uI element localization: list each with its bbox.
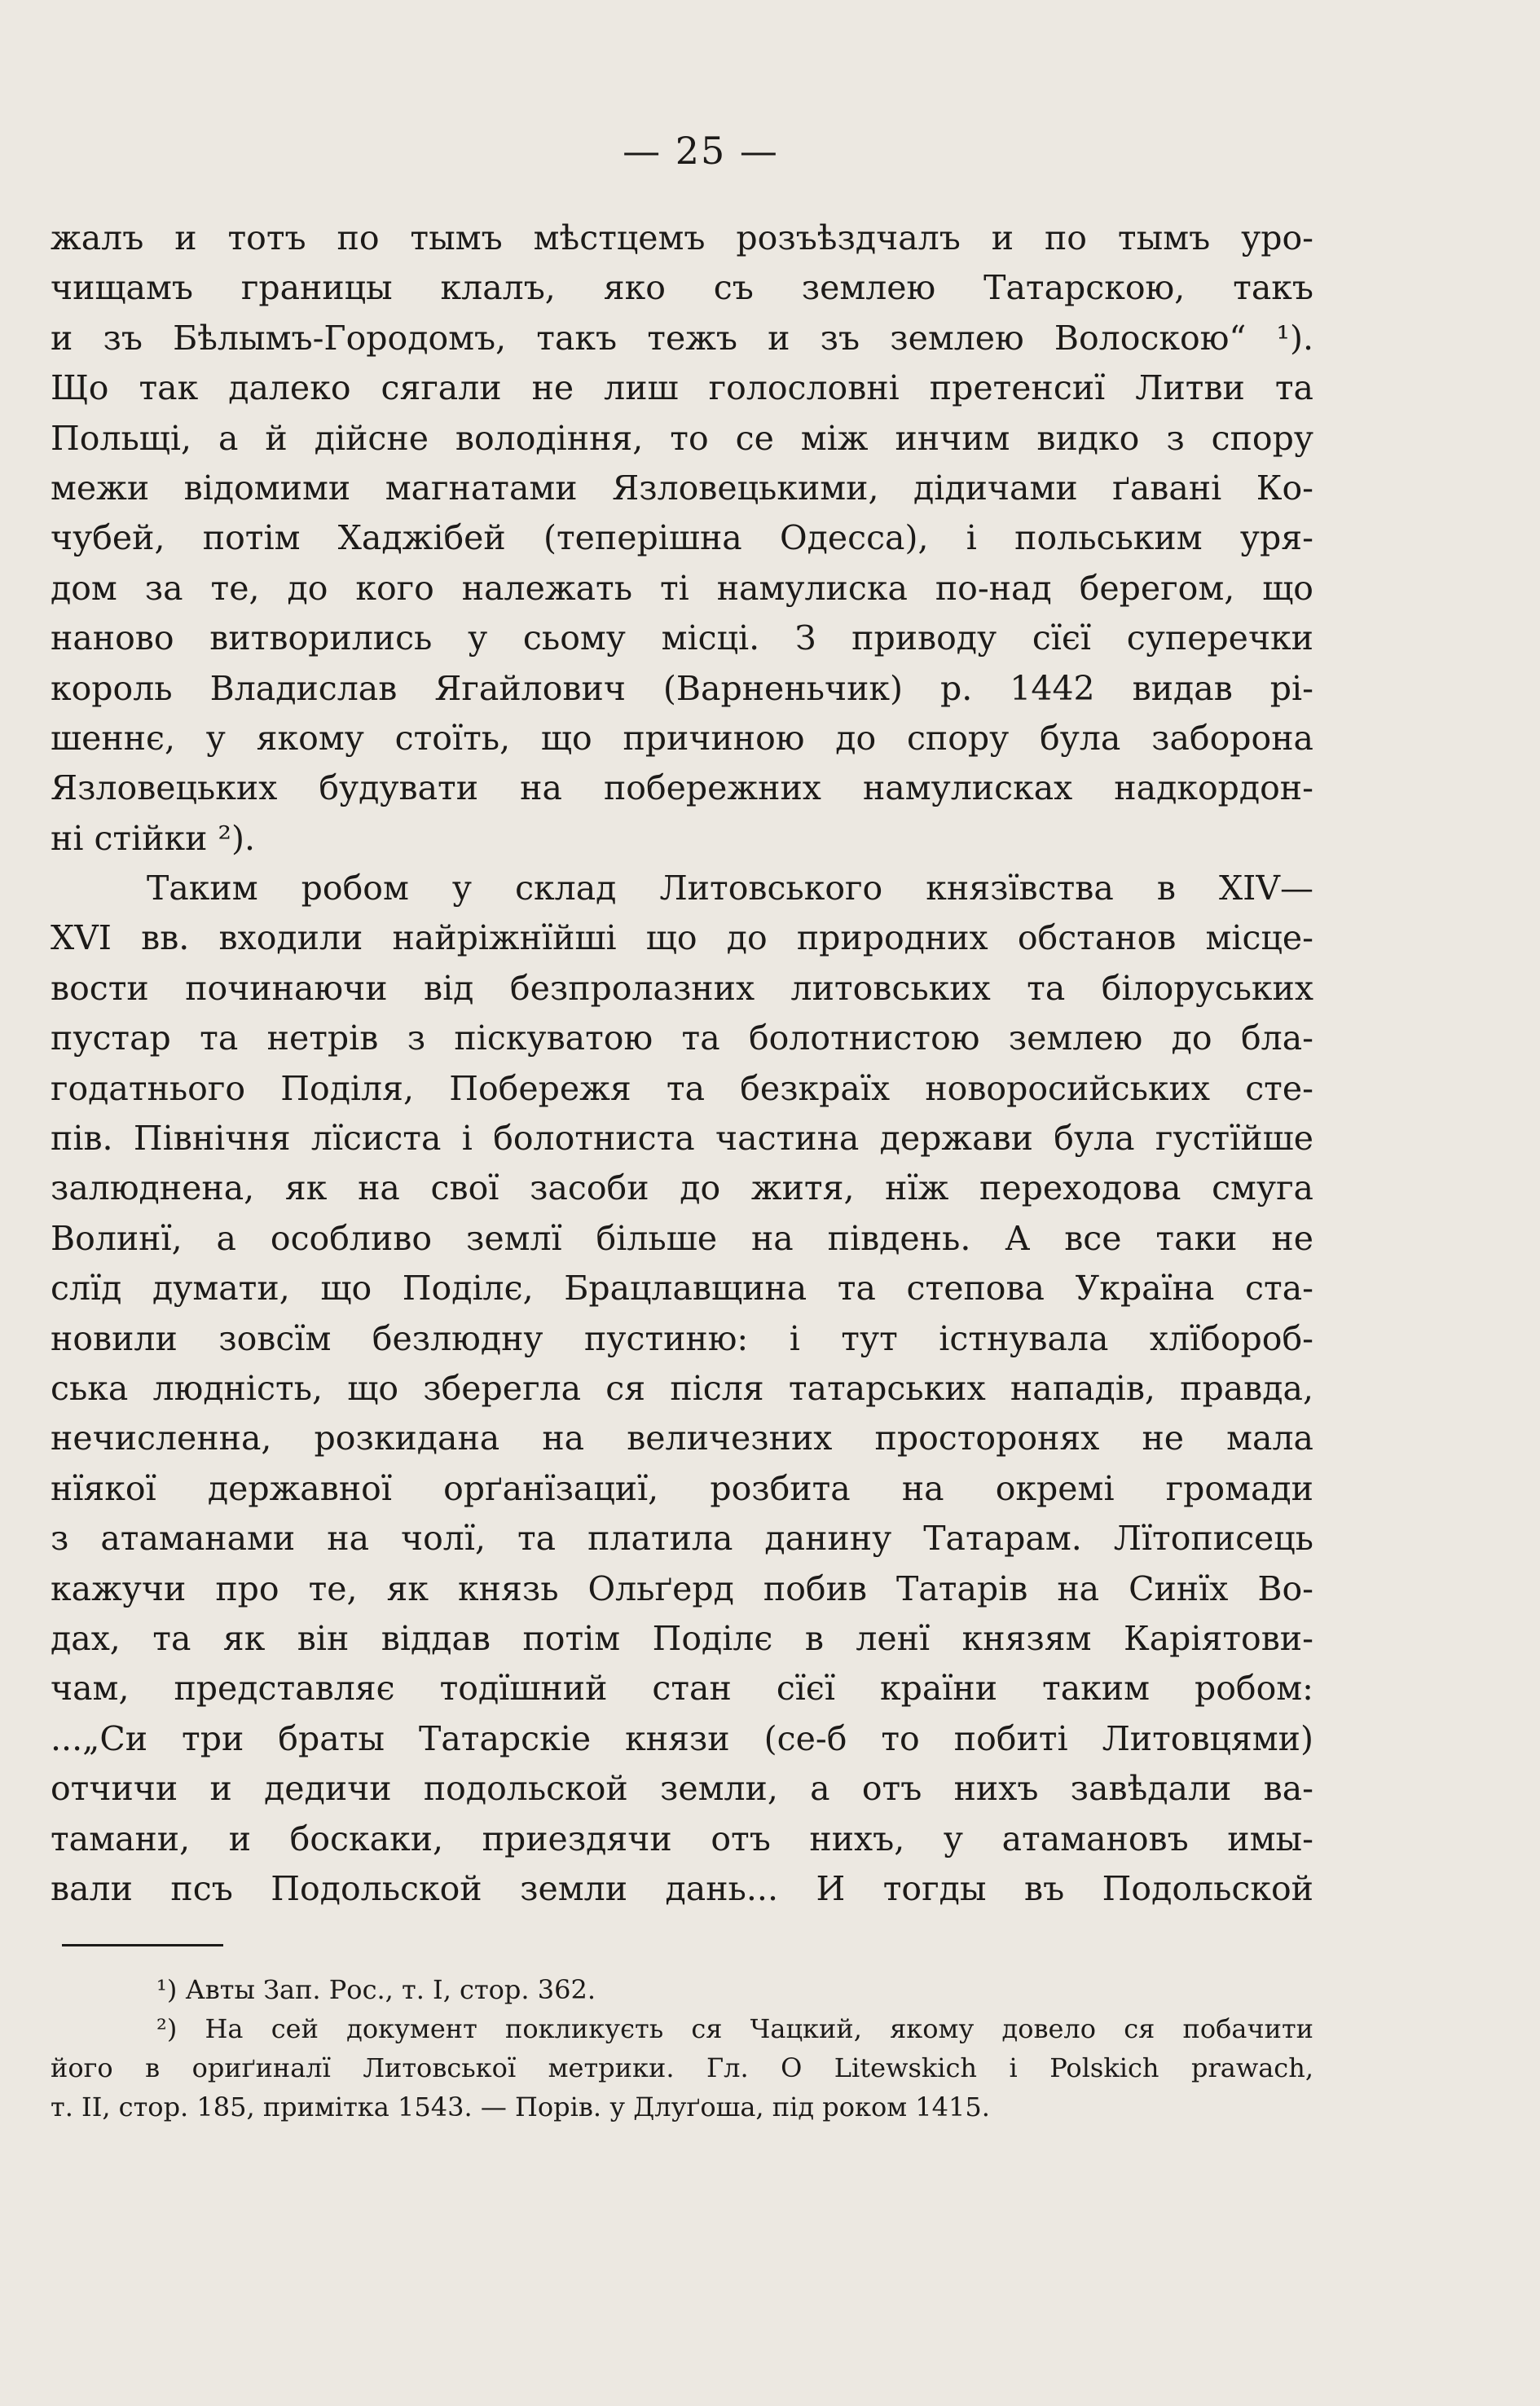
text-line: з атаманами на чолї, та платила данину Татарам. Лїтописець [51, 1519, 1313, 1559]
text-line: слїд думати, що Поділє, Брацлавщина та степова Україна ста- [51, 1269, 1313, 1309]
footnotes [51, 1970, 1313, 2127]
text-line: тамани, и боскаки, приездячи отъ нихъ, у атамановъ имы- [51, 1819, 1313, 1858]
text-line: чищамъ границы клалъ, яко съ землею Татарскою, такъ [51, 268, 1313, 308]
text-line: пустар та нетрів з піскуватою та болотнистою землею до бла- [51, 1018, 1313, 1058]
page-number: — 25 — [623, 129, 779, 173]
text-line: дах, та як він віддав потім Поділє в ленї князям Каріятови- [51, 1618, 1313, 1658]
text-line: наново витворились у сьому місці. З приводу сїєї суперечки [51, 618, 1313, 658]
text-line: король Владислав Ягайлович (Варненьчик) р. 1442 видав рі- [51, 668, 1313, 708]
text-line: отчичи и дедичи подольской земли, а отъ нихъ завѣдали ва- [51, 1769, 1313, 1809]
text-line: межи відомими магнатами Язловецькими, дідичами ґавані Ко- [51, 468, 1313, 508]
footnote-divider [62, 1944, 223, 1946]
text-line: пів. Північня лїсиста і болотниста частина держави була густїйше [51, 1119, 1313, 1159]
text-line: вали псъ Подольской земли дань... И тогды въ Подольской [51, 1868, 1313, 1908]
text-line: и зъ Бѣлымъ-Городомъ, такъ тежъ и зъ землею Волоскою“ ¹). [51, 318, 1313, 358]
text-line: XVI вв. входили найріжнїйші що до природних обстанов місце- [51, 918, 1313, 958]
text-line: шеннє, у якому стоїть, що причиною до спору була заборона [51, 718, 1313, 758]
text-line: чам, представляє тодїшний стан сїєї країни таким робом: [51, 1669, 1313, 1709]
footnote-2-end: т. II, стор. 185, примітка 1543. — Порів. у Длуґоша, під роком 1415. [51, 2092, 990, 2122]
footnote-1: ¹) Авты Зап. Рос., т. I, стор. 362. [156, 1974, 596, 2005]
text-line: нечисленна, розкидана на величезних просторонях не мала [51, 1419, 1313, 1458]
text-line: новили зовсїм безлюдну пустиню: і тут істнувала хлїбороб- [51, 1318, 1313, 1358]
text-line: дом за те, до кого належать ті намулиска по-над берегом, що [51, 568, 1313, 608]
paragraph-start-line: Таким робом у склад Литовського князївства в XIV— [147, 869, 1313, 908]
footnote-2-continued: його в ориґиналї Литовської метрики. Гл. O Litewskich i Polskich prawach, [51, 2052, 1313, 2083]
text-line: Язловецьких будувати на побережних намулисках надкордон- [51, 768, 1313, 808]
text-line: годатнього Поділя, Побережя та безкраїх новоросийських сте- [51, 1068, 1313, 1108]
paragraph-end-line: ні стійки ²). [51, 818, 256, 858]
text-line: чубей, потім Хаджібей (теперішна Одесса), і польським уря- [51, 518, 1313, 558]
text-line: жалъ и тотъ по тымъ мѣстцемъ розъѣздчалъ и по тымъ уро- [51, 218, 1313, 257]
text-line: залюднена, як на свої засоби до житя, нїж переходова смуга [51, 1168, 1313, 1208]
text-line: ська людність, що зберегла ся після татарських нападів, правда, [51, 1368, 1313, 1408]
text-line: нїякої державної орґанїзациї, розбита на окремі громади [51, 1468, 1313, 1508]
main-text [51, 213, 1313, 1914]
text-line: Польщі, а й дійсне володіння, то се між инчим видко з спору [51, 418, 1313, 458]
text-line: вости починаючи від безпролазних литовських та білоруських [51, 968, 1313, 1008]
text-line: ...„Си три браты Татарскіе князи (се-б то побиті Литовцями) [51, 1718, 1313, 1758]
text-line: Що так далеко сягали не лиш голословні претенсиї Литви та [51, 368, 1313, 408]
text-line: кажучи про те, як князь Ольґерд побив Татарів на Синїх Во- [51, 1568, 1313, 1608]
footnote-2: ²) На сей документ покликуєть ся Чацкий, якому довело ся побачити [156, 2013, 1313, 2044]
text-line: Волинї, а особливо землї більше на південь. А все таки не [51, 1218, 1313, 1258]
